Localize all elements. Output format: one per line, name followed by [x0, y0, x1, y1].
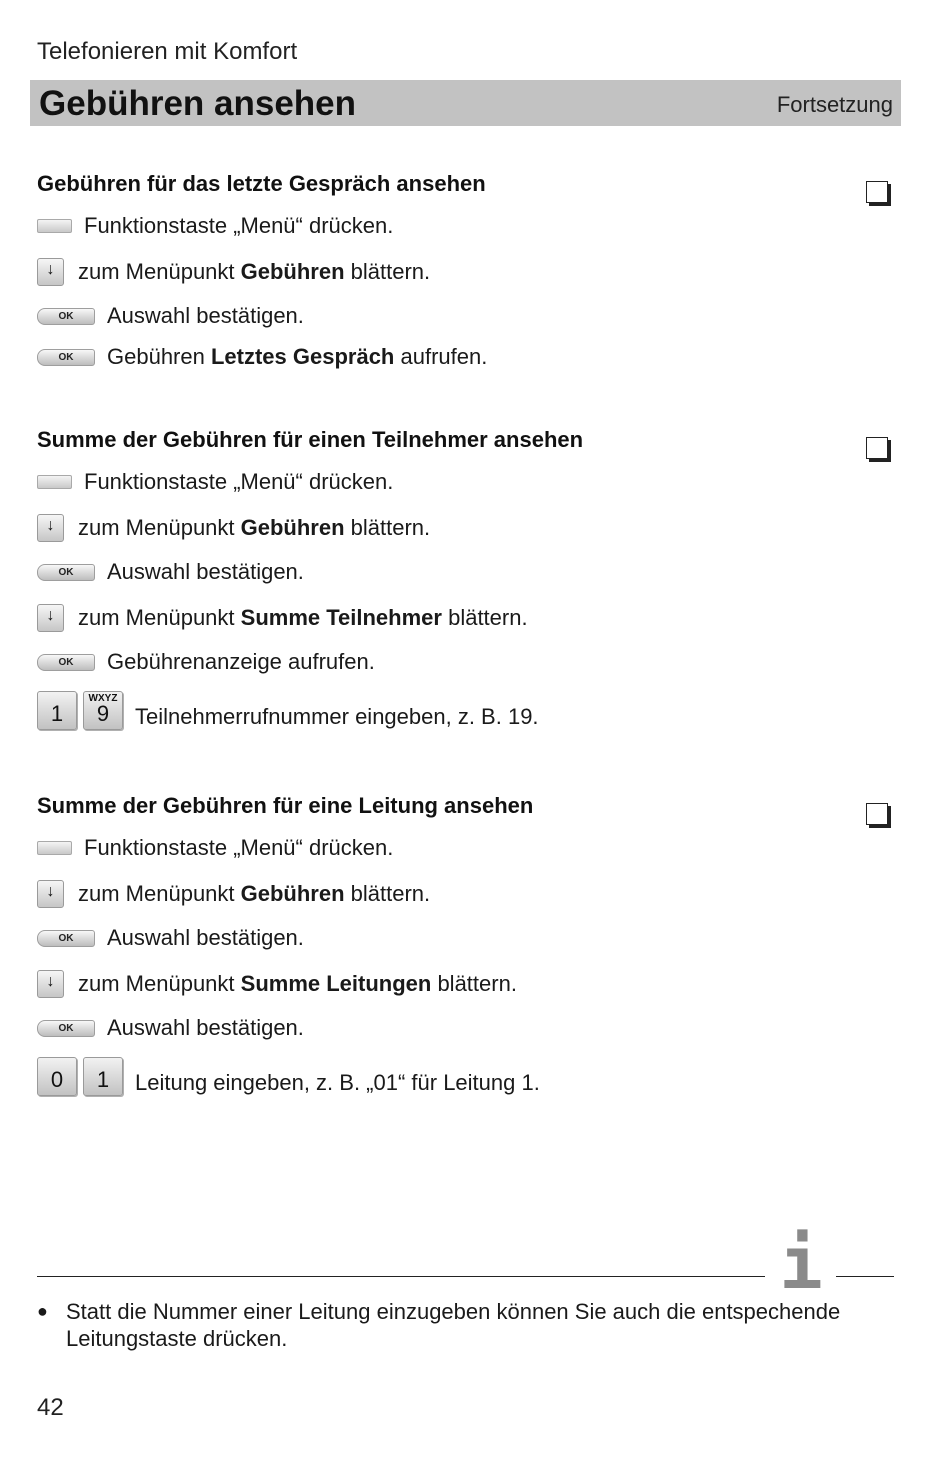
step-row: [37, 833, 393, 863]
menu-key-icon: [37, 841, 72, 855]
step-row: [37, 1057, 540, 1096]
step-row: [37, 603, 528, 633]
step-text: Funktionstaste „Menü“ drücken.: [84, 835, 394, 860]
checkbox-icon: [866, 803, 888, 825]
down-arrow-key-icon: ↓: [37, 604, 64, 632]
step-row: [37, 342, 487, 372]
step-text: Auswahl bestätigen.: [107, 1015, 304, 1040]
step-text: Leitung eingeben, z. B. „01“ für Leitung 1.: [135, 1070, 540, 1095]
step-row: [37, 467, 393, 497]
step-text: zum Menüpunkt Gebühren blättern.: [78, 881, 431, 906]
note-text: Statt die Nummer einer Leitung einzugeben können Sie auch die entspechende Leitungstaste drücken.: [66, 1299, 841, 1351]
key-9-icon: WXYZ 9: [83, 691, 123, 730]
step-row: [37, 513, 430, 543]
step-row: [37, 211, 393, 241]
checkbox-icon: [866, 437, 888, 459]
page-title: Gebühren ansehen: [39, 84, 357, 123]
info-note: [37, 1298, 897, 1352]
step-row: [37, 691, 539, 730]
step-row: [37, 647, 375, 677]
step-row: [37, 557, 304, 587]
title-bar: [30, 80, 901, 126]
divider: [836, 1276, 894, 1277]
step-row: [37, 923, 304, 953]
down-arrow-key-icon: ↓: [37, 514, 64, 542]
checkbox-icon: [866, 181, 888, 203]
step-text: Gebühren Letztes Gespräch aufrufen.: [107, 344, 488, 369]
step-row: [37, 301, 304, 331]
ok-key-icon: OK: [37, 1020, 95, 1037]
bullet-icon: ●: [37, 1301, 48, 1321]
key-1-icon: 1: [37, 691, 77, 730]
ok-key-icon: OK: [37, 654, 95, 671]
ok-key-icon: OK: [37, 564, 95, 581]
menu-key-icon: [37, 475, 72, 489]
step-text: zum Menüpunkt Summe Leitungen blättern.: [78, 971, 517, 996]
step-text: zum Menüpunkt Gebühren blättern.: [78, 515, 431, 540]
step-text: Funktionstaste „Menü“ drücken.: [84, 213, 394, 238]
step-text: Auswahl bestätigen.: [107, 303, 304, 328]
ok-key-icon: OK: [37, 349, 95, 366]
ok-key-icon: OK: [37, 930, 95, 947]
ok-key-icon: OK: [37, 308, 95, 325]
key-0-icon: 0: [37, 1057, 77, 1096]
step-text: Auswahl bestätigen.: [107, 925, 304, 950]
step-row: [37, 879, 430, 909]
down-arrow-key-icon: ↓: [37, 258, 64, 286]
page-number: 42: [37, 1394, 64, 1421]
step-text: zum Menüpunkt Gebühren blättern.: [78, 259, 431, 284]
info-icon: i: [779, 1221, 823, 1305]
down-arrow-key-icon: ↓: [37, 880, 64, 908]
section-heading: Summe der Gebühren für einen Teilnehmer ansehen: [37, 427, 584, 452]
step-text: Funktionstaste „Menü“ drücken.: [84, 469, 394, 494]
step-text: zum Menüpunkt Summe Teilnehmer blättern.: [78, 605, 528, 630]
step-text: Teilnehmerrufnummer eingeben, z. B. 19.: [135, 704, 539, 729]
step-row: [37, 969, 517, 999]
down-arrow-key-icon: ↓: [37, 970, 64, 998]
running-header: Telefonieren mit Komfort: [37, 38, 298, 65]
menu-key-icon: [37, 219, 72, 233]
continuation-label: Fortsetzung: [776, 92, 893, 117]
step-row: [37, 1013, 304, 1043]
step-text: Gebührenanzeige aufrufen.: [107, 649, 375, 674]
divider: [37, 1276, 765, 1277]
step-row: [37, 257, 430, 287]
step-text: Auswahl bestätigen.: [107, 559, 304, 584]
section-heading: Summe der Gebühren für eine Leitung ansehen: [37, 793, 534, 818]
key-1-icon: 1: [83, 1057, 123, 1096]
section-heading: Gebühren für das letzte Gespräch ansehen: [37, 171, 486, 196]
